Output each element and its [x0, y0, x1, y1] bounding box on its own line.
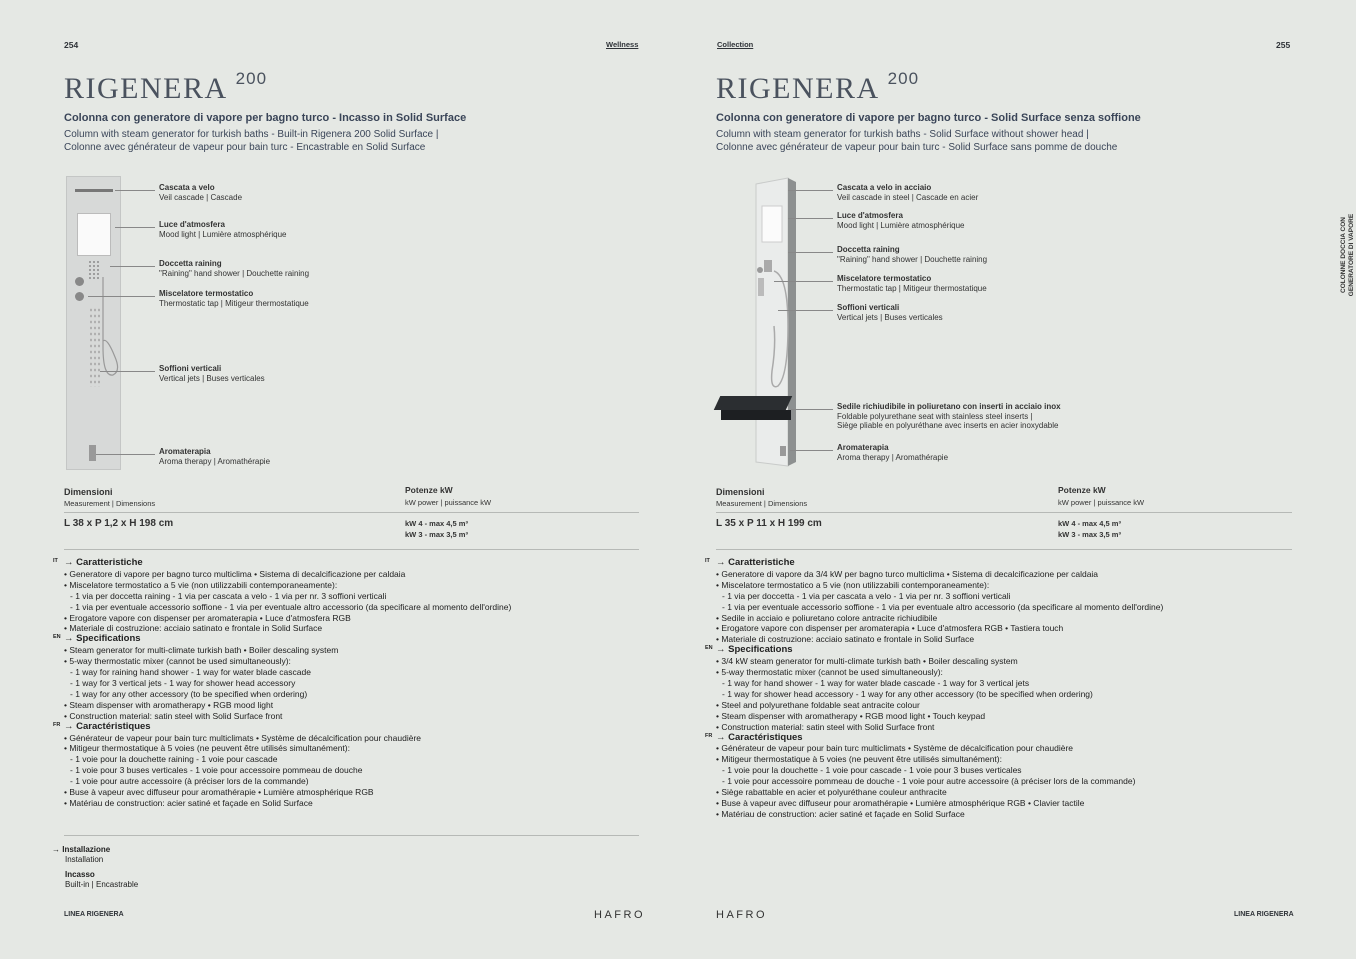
side-tab-category: COLONNE DOCCIA CON GENERATORE DI VAPORE	[1340, 213, 1355, 297]
dimensions-heading: Dimensioni	[64, 487, 113, 497]
power-heading: Potenze kW	[405, 485, 453, 495]
callout-cascade: Cascata a velo Veil cascade | Cascade	[159, 183, 243, 202]
section-link[interactable]: Wellness	[606, 40, 639, 49]
right-page	[678, 0, 1356, 959]
spec-section-en: EN → Specifications • Steam generator for multi-climate turkish bath • Boiler descaling system • 5-way thermostatic mixer (cannot be used simultaneously): - 1 way for raining hand shower - 1 way for water blade cascade - 1 way for 3 vertical jets - 1 way for shower head accessory - 1 way for any other accessory (to be specified when ordering) • Steam dispenser with aromatherapy • RGB mood light • Construction material: satin steel with Solid Surface front	[53, 633, 339, 721]
specs-block	[53, 557, 512, 809]
mood-light-panel	[77, 213, 111, 256]
power-subheading: kW power | puissance kW	[405, 498, 492, 507]
product-title: RIGENERA $^{200}$	[716, 69, 920, 105]
section-link[interactable]: Collection	[717, 40, 754, 49]
callout-aromatherapy: Aromaterapia Aroma therapy | Aromathérapie	[159, 447, 271, 466]
dimensions-value: L 38 x P 1,2 x H 198 cm	[64, 518, 174, 529]
callout-hand-shower: Doccetta raining "Raining" hand shower | Douchette raining	[159, 259, 310, 278]
foldable-seat-edge	[721, 410, 791, 420]
callout-thermostatic-tap: Miscelatore termostatico Thermostatic tap | Mitigeur thermostatique	[837, 274, 987, 293]
callout-hand-shower: Doccetta raining "Raining" hand shower | Douchette raining	[837, 245, 988, 264]
brand-logo: HAFRO	[716, 909, 767, 921]
power-values: kW 4 - max 4,5 m³ kW 3 - max 3,5 m³	[1058, 519, 1121, 539]
dimensions-heading: Dimensioni	[716, 487, 765, 497]
callout-aromatherapy: Aromaterapia Aroma therapy | Aromathérapie	[837, 443, 949, 462]
dimensions-subheading: Measurement | Dimensions	[716, 499, 808, 508]
spec-section-fr: FR → Caractéristiques • Générateur de vapeur pour bain turc multiclimats • Système de décalcification pour chaudière • Mitigeur thermostatique à 5 voies (ne peuvent être utilisés simultanément): - 1 voie pour la douchette raining - 1 voie pour cascade - 1 voie pour 3 buses verticales - 1 voie pour accessoire pommeau de douche - 1 voie pour autre accessoire (à préciser lors de la commande) • Buse à vapeur avec diffuseur pour aromathérapie • Lumière atmosphérique RGB • Matériau de construction: acier satiné et façade en Solid Surface	[53, 720, 421, 808]
product-panel-image	[66, 176, 121, 470]
callout-vertical-jets: Soffioni verticali Vertical jets | Buses verticales	[837, 303, 943, 322]
mixer-knob-bottom	[75, 292, 84, 301]
spec-section-it: IT → Caratteristiche • Generatore di vapore da 3/4 kW per bagno turco multiclima • Sistema di decalcificazione per caldaia • Miscelatore termostatico a 5 vie (non utilizzabili contemporaneamente): - 1 via per doccetta - 1 via per cascata a velo - 1 via per nr. 3 soffioni verticali - 1 via per eventuale accessorio soffione - 1 via per eventuale altro accessorio (da specificare al momento dell'ordine) • Sedile in acciaio e poliuretano colore antracite richiudibile • Erogatore vapore con dispenser per aromaterapia • Luce d'atmosfera RGB • Tastiera touch • Materiale di costruzione: acciaio satinato e frontale in Solid Surface	[705, 557, 1164, 645]
mixer-knob-top	[75, 277, 84, 286]
footer-line-name: LINEA RIGENERA	[64, 911, 124, 918]
dimensions-subheading: Measurement | Dimensions	[64, 499, 156, 508]
brand-logo: HAFRO	[594, 909, 645, 921]
product-subtitle-translations: Column with steam generator for turkish baths - Built-in Rigenera 200 Solid Surface | Colonne avec générateur de vapeur pour bain turc - Encastrable en Solid Surface	[64, 129, 439, 153]
callout-cascade: Cascata a velo in acciaio Veil cascade in steel | Cascade en acier	[837, 183, 979, 202]
power-values: kW 4 - max 4,5 m³ kW 3 - max 3,5 m³	[405, 519, 468, 539]
cascade-slot	[75, 189, 113, 192]
product-subtitle-translations: Column with steam generator for turkish baths - Solid Surface without shower head | Colonne avec générateur de vapeur pour bain turc - Solid Surface sans pomme de douche	[716, 129, 1118, 153]
vertical-jets	[89, 307, 101, 387]
page-number: 254	[64, 40, 79, 50]
spec-section-en: EN → Specifications • 3/4 kW steam generator for multi-climate turkish bath • Boiler descaling system • 5-way thermostatic mixer (cannot be used simultaneously): - 1 way for hand shower - 1 way for water blade cascade - 1 way for 3 vertical jets - 1 way for shower head accessory - 1 way for any other accessory (to be specified when ordering) • Steel and polyurethane foldable seat antracite colour • Steam dispenser with aromatherapy • RGB mood light • Touch keypad • Construction material: satin steel with Solid Surface front	[705, 644, 1093, 732]
callout-mood-light: Luce d'atmosfera Mood light | Lumière atmosphérique	[159, 220, 287, 239]
aroma-dispenser	[89, 445, 96, 461]
callout-mood-light: Luce d'atmosfera Mood light | Lumière atmosphérique	[837, 211, 965, 230]
power-heading: Potenze kW	[1058, 485, 1106, 495]
page-number: 255	[1276, 40, 1291, 50]
foldable-seat	[714, 396, 793, 410]
specs-block	[705, 557, 1164, 820]
dimensions-value: L 35 x P 11 x H 199 cm	[716, 518, 822, 529]
spec-section-fr: FR → Caractéristiques • Générateur de vapeur pour bain turc multiclimats • Système de décalcification pour chaudière • Mitigeur thermostatique à 5 voies (ne peuvent être utilisés simultanément): - 1 voie pour la douchette - 1 voie pour cascade - 1 voie pour 3 buses verticales - 1 voie pour accessoire pommeau de douche - 1 voie pour autre accessoire (à préciser lors de la commande) • Siège rabattable en acier et polyuréthane couleur anthracite • Buse à vapeur avec diffuseur pour aromathérapie • Lumière atmosphérique RGB • Clavier tactile • Matériau de construction: acier satiné et façade en Solid Surface	[705, 731, 1136, 819]
product-subtitle: Colonna con generatore di vapore per bagno turco - Solid Surface senza soffione	[716, 112, 1141, 124]
installation-block: → Installazione Installation Incasso Built-in | Encastrable	[52, 845, 139, 889]
product-column-image	[748, 176, 798, 468]
product-subtitle: Colonna con generatore di vapore per bagno turco - Incasso in Solid Surface	[64, 112, 467, 124]
footer-line-name: LINEA RIGENERA	[1234, 911, 1294, 918]
callout-foldable-seat: Sedile richiudibile in poliuretano con inserti in acciaio inox Foldable polyurethane seat with stainless steel inserts | Siège pliable en polyuréthane avec inserts en acier inoxydable	[837, 402, 1061, 430]
spec-section-it: IT → Caratteristiche • Generatore di vapore per bagno turco multiclima • Sistema di decalcificazione per caldaia • Miscelatore termostatico a 5 vie (non utilizzabili contemporaneamente): - 1 via per doccetta raining - 1 via per cascata a velo - 1 via per nr. 3 soffioni verticali - 1 via per eventuale accessorio soffione - 1 via per eventuale altro accessorio (da specificare al momento dell'ordine) • Erogatore vapore con dispenser per aromaterapia • Luce d'atmosfera RGB • Materiale di costruzione: acciaio satinato e frontale in Solid Surface	[53, 557, 512, 634]
power-subheading: kW power | puissance kW	[1058, 498, 1145, 507]
product-title: RIGENERA $^{200}$	[64, 69, 268, 105]
callout-vertical-jets: Soffioni verticali Vertical jets | Buses verticales	[159, 364, 265, 383]
callout-thermostatic-tap: Miscelatore termostatico Thermostatic tap | Mitigeur thermostatique	[159, 289, 309, 308]
